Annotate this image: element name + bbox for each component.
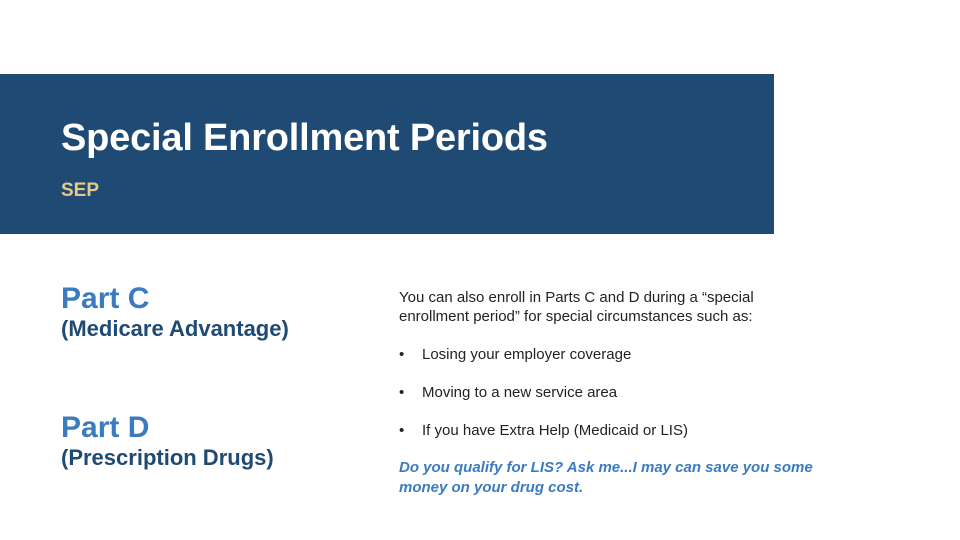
circumstance-list [399, 345, 688, 459]
part-c-heading: Part C [61, 282, 150, 315]
bullet-icon: • [399, 346, 405, 363]
page-subtitle: SEP [61, 180, 100, 201]
part-c-subheading: (Medicare Advantage) [61, 316, 289, 341]
list-item-text: Losing your employer coverage [422, 346, 632, 363]
intro-text: You can also enroll in Parts C and D during a “special enrollment period” for special circumstances such as: [399, 289, 754, 325]
lis-callout: Do you qualify for LIS? Ask me...I may can save you some money on your drug cost. [399, 459, 813, 496]
list-item-text: Moving to a new service area [422, 384, 618, 401]
list-item [399, 383, 688, 421]
bullet-icon: • [399, 384, 405, 401]
part-d-heading: Part D [61, 411, 150, 444]
list-item [399, 421, 688, 459]
list-item [399, 345, 688, 383]
list-item-text: If you have Extra Help (Medicaid or LIS) [422, 422, 688, 439]
bullet-icon: • [399, 422, 405, 439]
page-title: Special Enrollment Periods [61, 117, 548, 159]
part-d-subheading: (Prescription Drugs) [61, 445, 274, 470]
